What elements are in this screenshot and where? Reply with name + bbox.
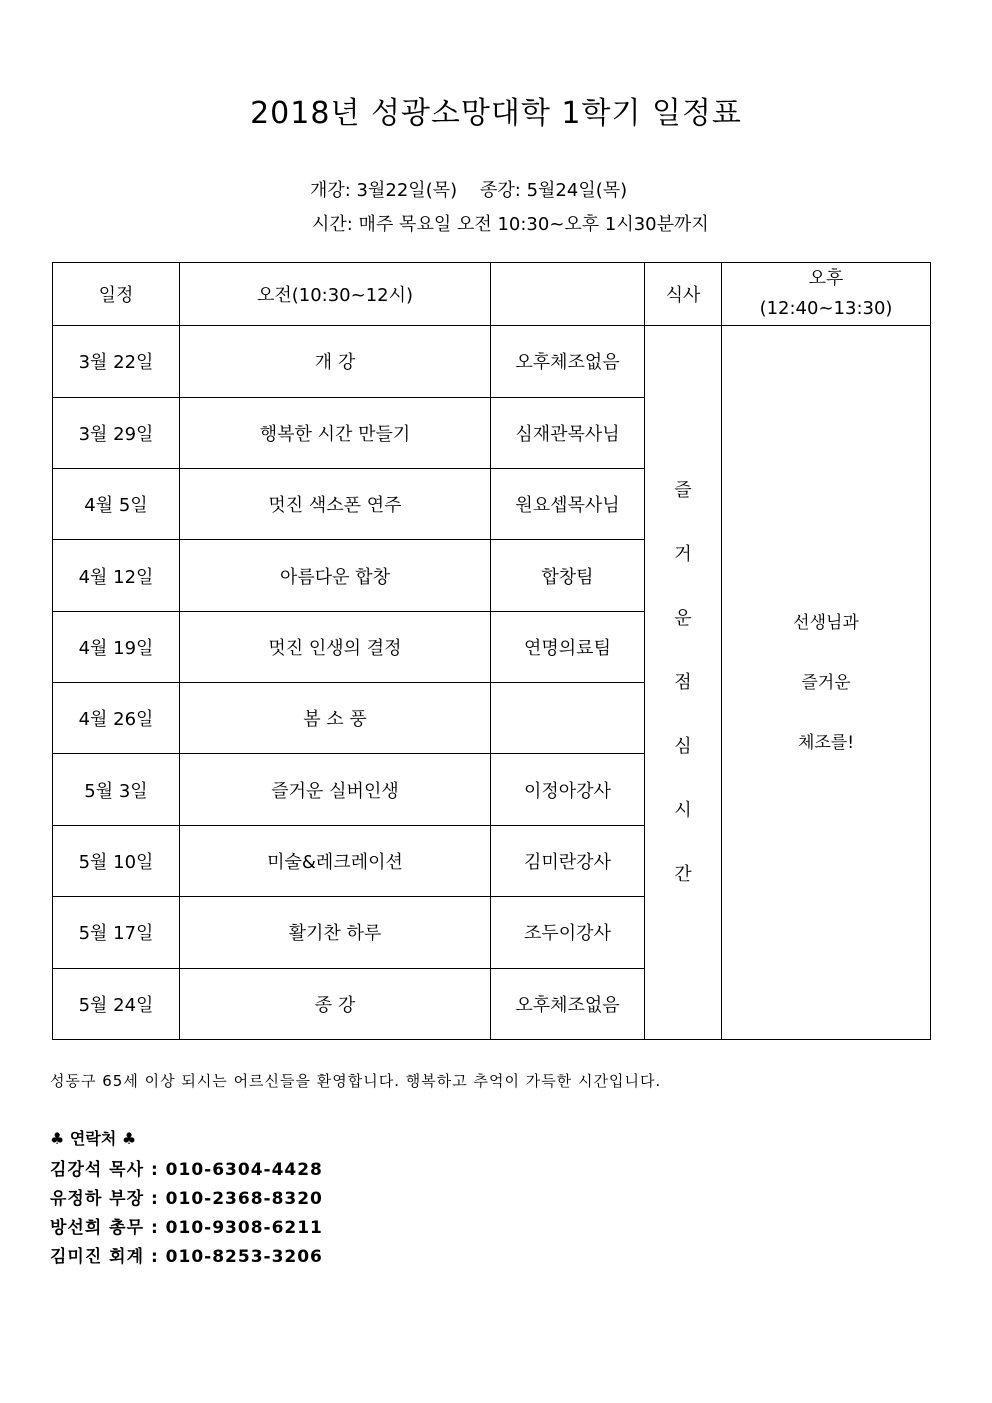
row-presenter: 오후체조없음 — [491, 326, 645, 397]
afternoon-cell — [722, 326, 931, 1040]
afternoon-line: 선생님과 — [793, 612, 859, 633]
header-morning: 오전(10:30~12시) — [180, 263, 491, 326]
contact-item: 김강석 목사 : 010-6304-4428 — [50, 1160, 323, 1180]
term-dates: 개강: 3월22일(목) 종강: 5월24일(목) — [310, 180, 628, 201]
row-presenter — [491, 683, 645, 754]
row-date: 3월 22일 — [53, 326, 180, 397]
meal-char: 심 — [674, 735, 692, 757]
meal-char: 운 — [674, 607, 692, 629]
row-presenter: 이정아강사 — [491, 754, 645, 825]
class-time: 시간: 매주 목요일 오전 10:30~오후 1시30분까지 — [312, 214, 709, 235]
row-presenter: 합창팀 — [491, 540, 645, 611]
row-date: 5월 10일 — [53, 825, 180, 896]
row-date: 4월 12일 — [53, 540, 180, 611]
meal-cell — [645, 326, 722, 1040]
row-program: 멋진 인생의 결정 — [180, 611, 491, 682]
row-program: 즐거운 실버인생 — [180, 754, 491, 825]
contact-item: 유정하 부장 : 010-2368-8320 — [50, 1189, 323, 1209]
row-program: 봄 소 풍 — [180, 683, 491, 754]
row-date: 5월 24일 — [53, 968, 180, 1039]
row-presenter: 심재관목사님 — [491, 397, 645, 468]
meal-char: 점 — [674, 671, 692, 693]
row-program: 멋진 색소폰 연주 — [180, 469, 491, 540]
contact-item: 김미진 회계 : 010-8253-3206 — [50, 1247, 323, 1267]
welcome-note: 성동구 65세 이상 되시는 어르신들을 환영합니다. 행복하고 추억이 가득한 시간입니다. — [50, 1072, 662, 1090]
row-presenter: 오후체조없음 — [491, 968, 645, 1039]
afternoon-line: 즐거운 — [801, 672, 851, 693]
row-program: 행복한 시간 만들기 — [180, 397, 491, 468]
row-presenter: 김미란강사 — [491, 825, 645, 896]
page-title: 2018년 성광소망대학 1학기 일정표 — [250, 96, 742, 131]
header-afternoon-label: 오후 — [808, 268, 844, 290]
row-date: 4월 19일 — [53, 611, 180, 682]
header-date: 일정 — [53, 263, 180, 326]
row-presenter: 조두이강사 — [491, 897, 645, 968]
row-program: 아름다운 합창 — [180, 540, 491, 611]
table-row — [53, 326, 931, 397]
schedule-table — [52, 262, 931, 1040]
header-presenter — [491, 263, 645, 326]
meal-char: 즐 — [674, 479, 692, 501]
row-date: 4월 26일 — [53, 683, 180, 754]
row-presenter: 연명의료팀 — [491, 611, 645, 682]
contacts-title: ♣ 연락처 ♣ — [50, 1129, 137, 1148]
meal-char: 간 — [674, 863, 692, 885]
row-program: 종 강 — [180, 968, 491, 1039]
row-program: 개 강 — [180, 326, 491, 397]
afternoon-line: 체조를! — [797, 732, 855, 753]
row-date: 5월 3일 — [53, 754, 180, 825]
row-presenter: 원요셉목사님 — [491, 469, 645, 540]
row-program: 활기찬 하루 — [180, 897, 491, 968]
row-date: 5월 17일 — [53, 897, 180, 968]
header-meal: 식사 — [645, 263, 722, 326]
row-date: 4월 5일 — [53, 469, 180, 540]
meal-char: 시 — [674, 799, 692, 821]
header-afternoon — [722, 263, 931, 326]
meal-char: 거 — [674, 543, 692, 565]
row-date: 3월 29일 — [53, 397, 180, 468]
contact-item: 방선희 총무 : 010-9308-6211 — [50, 1218, 323, 1238]
header-afternoon-time: (12:40~13:30) — [759, 298, 893, 320]
header-row — [53, 263, 931, 326]
row-program: 미술&레크레이션 — [180, 825, 491, 896]
